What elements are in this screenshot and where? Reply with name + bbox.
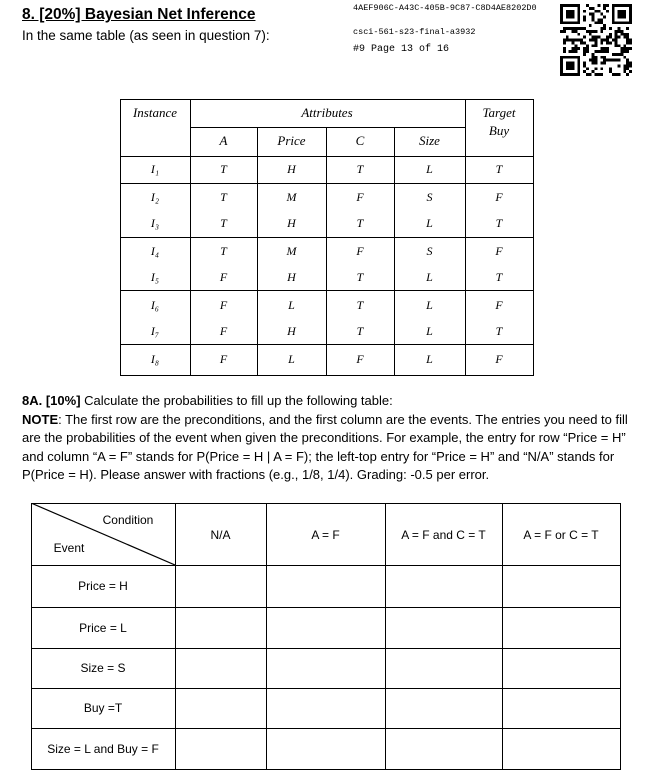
instance-label: I₃ <box>150 216 160 230</box>
table-cell: L <box>426 298 433 312</box>
document-id: 4AEF906C-A43C-405B-9C87-C8D4AE8202D0 <box>353 3 537 13</box>
table-cell: T <box>495 324 503 338</box>
table-cell: H <box>287 270 296 284</box>
question-title: 8. [20%] Bayesian Net Inference <box>22 6 256 23</box>
row-rule <box>31 607 621 608</box>
table-cell: F <box>219 352 228 366</box>
table-cell: T <box>220 190 227 204</box>
table-cell: T <box>356 162 364 176</box>
question-8a <box>22 392 638 485</box>
table-cell: T <box>356 298 364 312</box>
table-cell: F <box>219 270 228 284</box>
instance-label: I₂ <box>150 190 160 204</box>
instance-label: I₈ <box>150 352 160 366</box>
column-rule <box>257 128 258 376</box>
question-subtitle: In the same table (as seen in question 7): <box>22 28 270 43</box>
row-rule <box>120 375 534 376</box>
table-cell: F <box>356 190 364 204</box>
column-rule <box>394 128 395 376</box>
row-rule <box>120 183 534 184</box>
condition-header: A = F or C = T <box>523 528 599 542</box>
row-rule <box>31 565 621 566</box>
condition-header: N/A <box>210 528 231 542</box>
table-cell: M <box>286 244 297 258</box>
column-rule <box>620 503 621 770</box>
row-rule <box>120 344 534 345</box>
instance-label: I₁ <box>150 162 160 176</box>
row-rule <box>31 688 621 689</box>
instance-label: I₄ <box>150 244 160 258</box>
event-label: Size = L and Buy = F <box>47 741 159 756</box>
table-cell: L <box>426 216 433 230</box>
note-text: : The first row are the preconditions, and the first column are the events. The entries you need to fill are the probabilities of the event when given the preconditions. For example, the entry for row “Price = H” and column “A = F” stands for P(Price = H | A = F); the left-top entry for “Price = H” and “N/A” stands for P(Price = H). Please answer with fractions (e.g., 1/8, 1/4). Grading: -0.5 per error. <box>22 411 628 483</box>
table-cell: F <box>219 324 228 338</box>
event-label: Buy =T <box>83 701 123 715</box>
row-rule <box>120 290 534 291</box>
table-cell: H <box>287 216 296 230</box>
instance-label: I₇ <box>150 324 160 338</box>
table-cell: L <box>426 162 433 176</box>
table-cell: T <box>356 270 364 284</box>
table-cell: L <box>288 298 295 312</box>
table-cell: L <box>426 352 433 366</box>
table-cell: T <box>495 216 503 230</box>
table-cell: T <box>356 324 364 338</box>
row-rule <box>31 648 621 649</box>
row-rule <box>31 769 621 770</box>
table-cell: F <box>495 190 503 204</box>
probability-table <box>31 503 621 770</box>
table-cell: T <box>220 216 227 230</box>
question-8a-label: 8A. [10%] <box>22 393 81 408</box>
row-rule <box>31 728 621 729</box>
table-cell: F <box>356 244 364 258</box>
instance-label: I₅ <box>150 270 160 284</box>
row-rule <box>120 237 534 238</box>
attributes-table <box>120 99 534 376</box>
column-header: C <box>355 133 365 148</box>
header-rule <box>190 127 465 128</box>
target-sub-header: Buy <box>488 123 510 138</box>
row-rule <box>120 156 534 157</box>
page-number: #9 Page 13 of 16 <box>353 44 450 55</box>
table-cell: T <box>495 162 503 176</box>
table-cell: F <box>219 298 228 312</box>
column-header: Price <box>277 133 306 148</box>
table-cell: F <box>495 352 503 366</box>
table-border <box>120 99 534 100</box>
condition-header: A = F <box>311 528 340 542</box>
table-cell: L <box>288 352 295 366</box>
attributes-header: Attributes <box>301 105 353 120</box>
qr-code-icon <box>560 4 632 76</box>
table-cell: L <box>426 324 433 338</box>
instance-header: Instance <box>132 105 178 120</box>
table-cell: M <box>286 190 297 204</box>
table-cell: F <box>356 352 364 366</box>
event-label: Price = L <box>79 620 127 635</box>
table-cell: H <box>287 324 296 338</box>
column-header: Size <box>419 133 440 148</box>
note-label: NOTE <box>22 411 59 427</box>
table-cell: T <box>220 244 227 258</box>
target-header: Target <box>482 105 516 120</box>
table-cell: F <box>495 244 503 258</box>
exam-code: csci-561-s23-final-a3932 <box>353 27 476 37</box>
instance-label: I₆ <box>150 298 160 312</box>
column-header: A <box>219 133 228 148</box>
table-cell: F <box>495 298 503 312</box>
table-cell: S <box>426 190 433 204</box>
corner-condition-label: Condition <box>102 513 154 527</box>
table-cell: H <box>287 162 296 176</box>
table-cell: T <box>220 162 227 176</box>
table-cell: T <box>356 216 364 230</box>
condition-header: A = F and C = T <box>401 528 486 542</box>
corner-event-label: Event <box>53 541 85 555</box>
column-rule <box>326 128 327 376</box>
table-cell: L <box>426 270 433 284</box>
event-label: Price = H <box>78 579 128 593</box>
table-cell: T <box>495 270 503 284</box>
question-8a-text: Calculate the probabilities to fill up the following table: <box>80 393 393 408</box>
event-label: Size = S <box>80 661 126 675</box>
table-cell: S <box>426 244 433 258</box>
